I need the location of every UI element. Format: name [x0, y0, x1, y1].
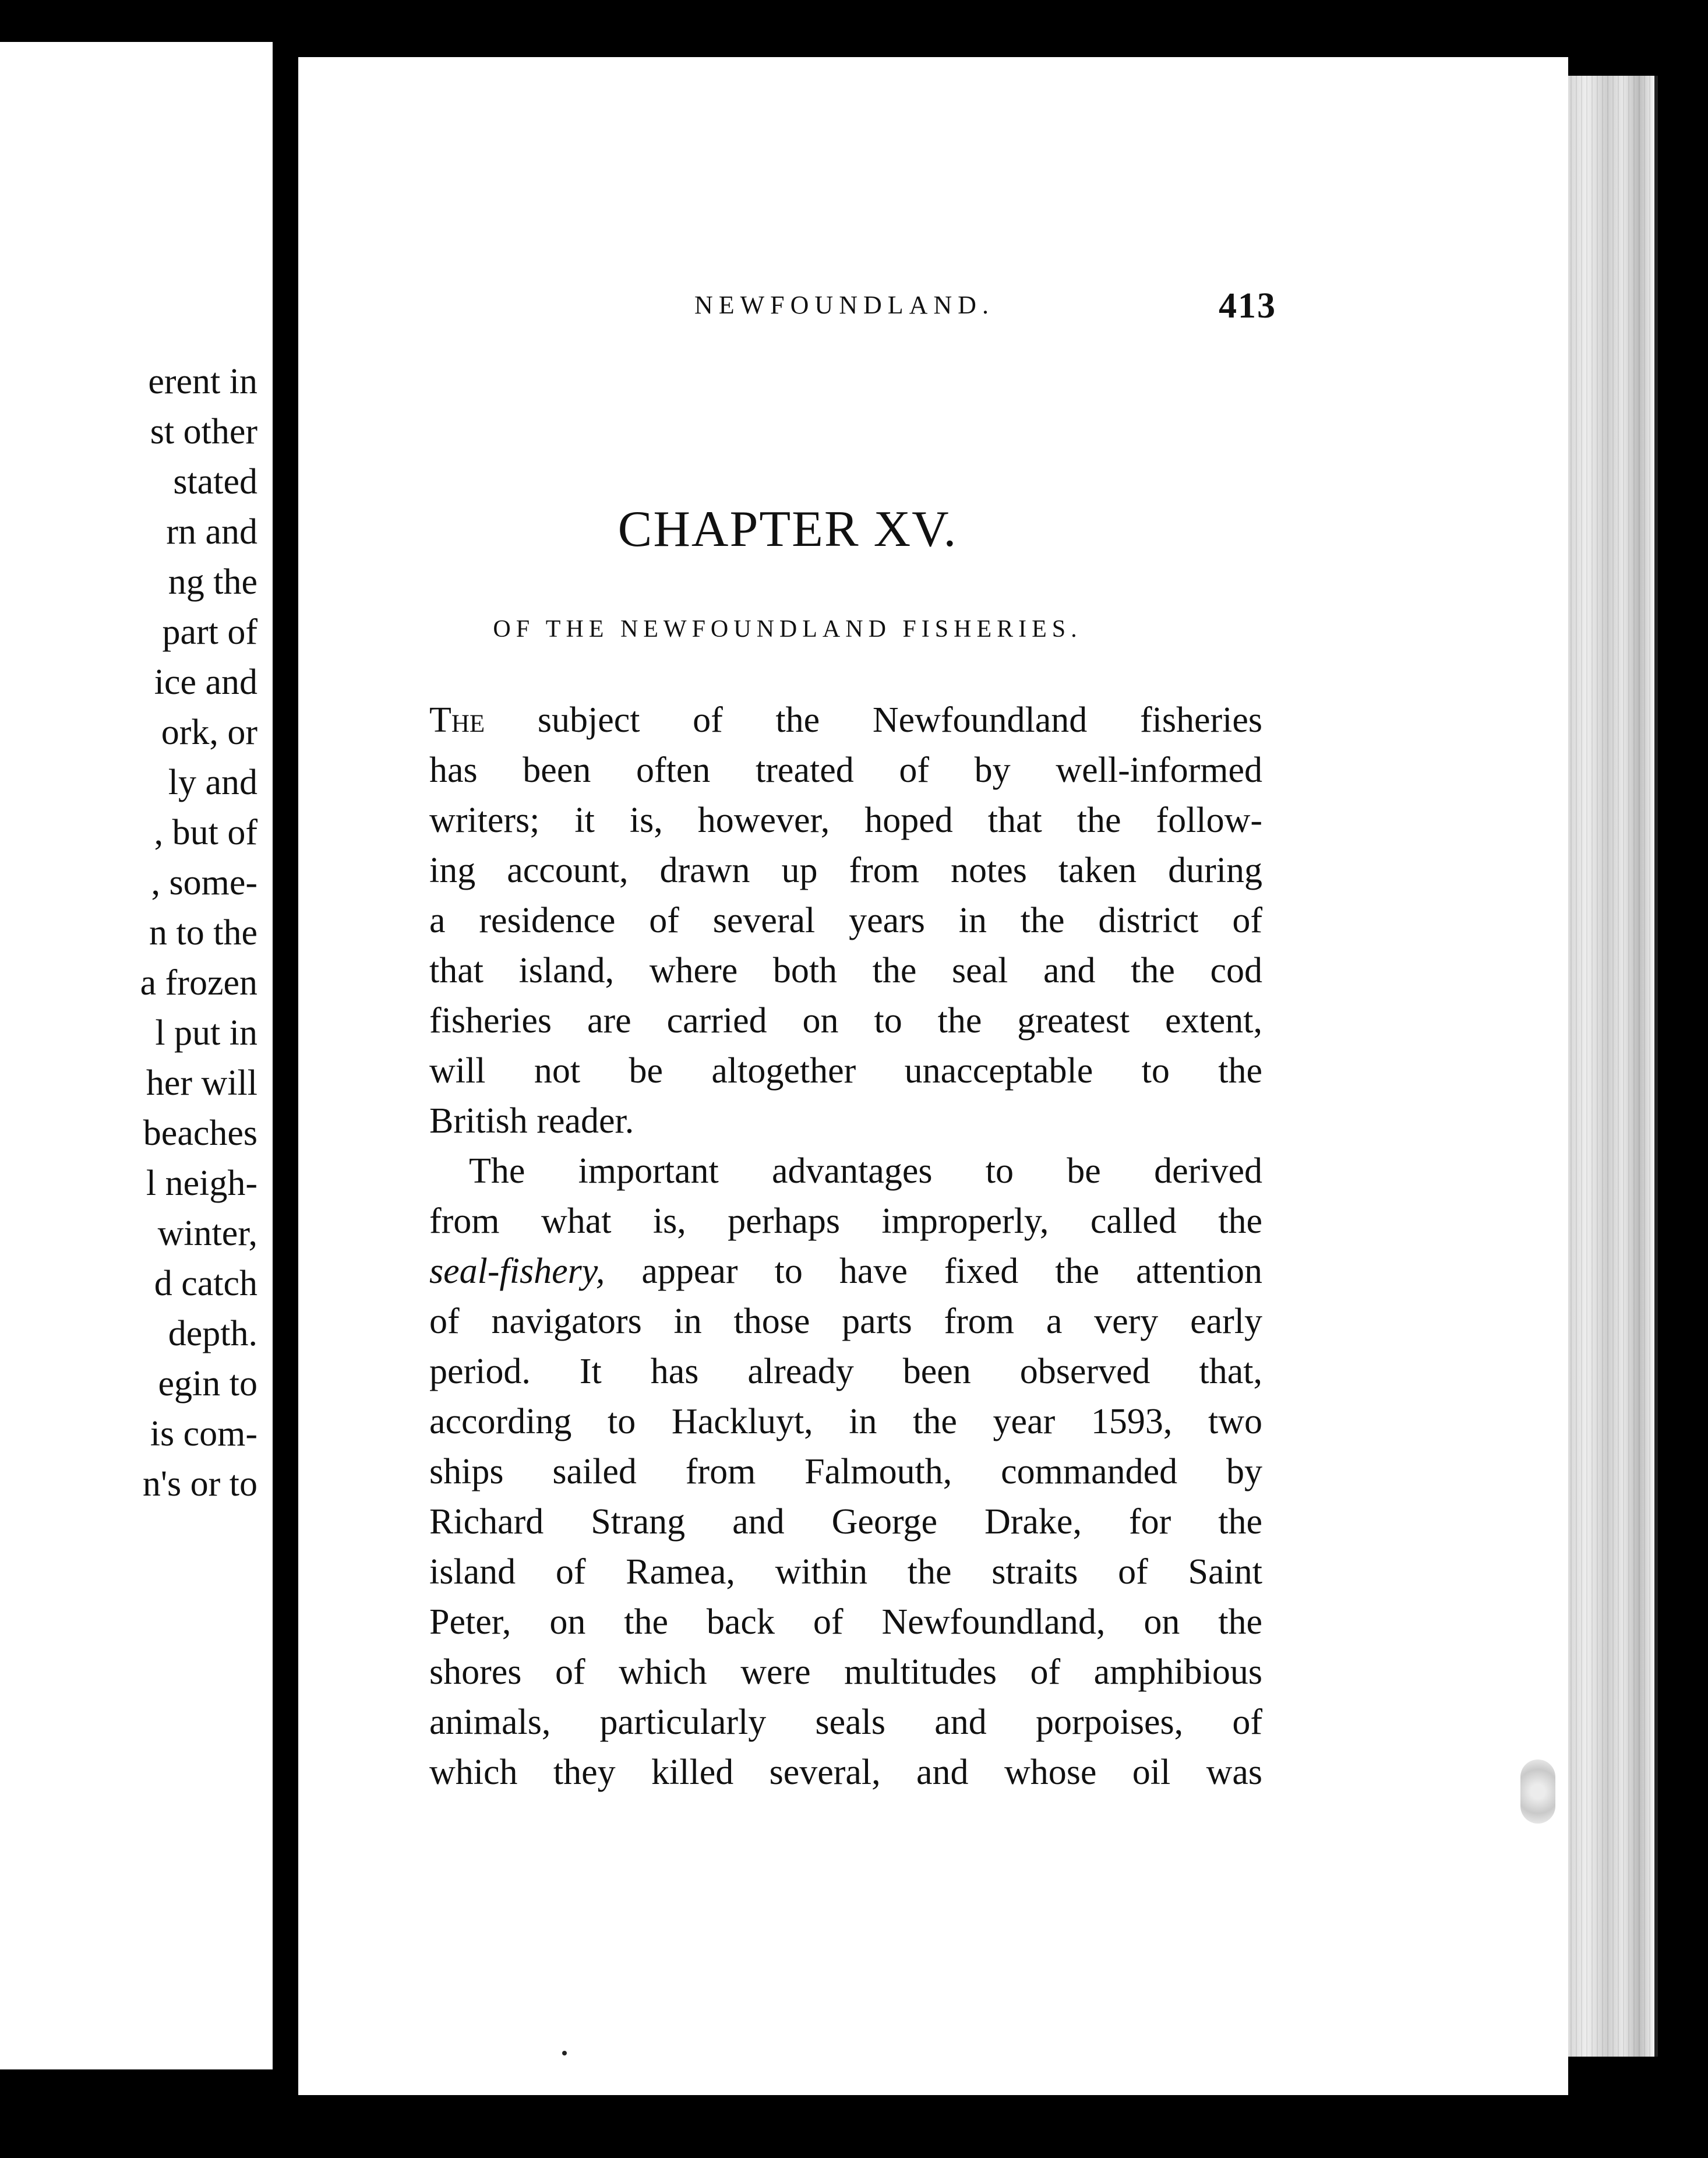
left-page-line: l neigh-	[146, 1163, 257, 1203]
left-page-line: her will	[146, 1063, 257, 1103]
left-page-line: ng the	[168, 562, 257, 602]
library-stamp-mark	[1520, 1759, 1555, 1824]
left-page-line: part of	[162, 612, 257, 652]
left-page-line: ice and	[154, 662, 257, 702]
text-line: which they killed several, and whose oil was	[429, 1753, 1262, 1792]
right-page	[298, 57, 1568, 2095]
text-line: island of Ramea, within the straits of Saint	[429, 1552, 1262, 1592]
left-page-line: rn and	[166, 512, 257, 552]
left-page-line: l put in	[155, 1013, 257, 1053]
left-page-line: is com-	[150, 1414, 257, 1454]
text-line: British reader.	[429, 1101, 634, 1141]
text-line: seal-fishery, appear to have fixed the attention	[429, 1251, 1263, 1291]
left-page-line: n to the	[149, 913, 257, 953]
left-page-line: d catch	[154, 1264, 257, 1303]
running-head: NEWFOUNDLAND.	[694, 291, 994, 319]
text-line: from what is, perhaps improperly, called the	[429, 1201, 1262, 1241]
book-gutter	[273, 35, 297, 2086]
text-line: ships sailed from Falmouth, commanded by	[429, 1452, 1262, 1491]
text-line: has been often treated of by well-informed	[429, 750, 1262, 790]
left-page-line: depth.	[168, 1314, 257, 1353]
left-page-line: , but of	[154, 813, 257, 852]
ink-speck	[562, 2051, 567, 2055]
left-page-fragment	[0, 42, 273, 2069]
page-number: 413	[1219, 286, 1276, 326]
text-line: The important advantages to be derived	[469, 1151, 1262, 1191]
text-line: Peter, on the back of Newfoundland, on the	[429, 1602, 1262, 1642]
left-page-line: stated	[173, 462, 257, 502]
left-page-line: egin to	[158, 1364, 257, 1404]
text-line: of navigators in those parts from a very early	[429, 1302, 1262, 1341]
italic-term: seal-fishery,	[429, 1251, 605, 1291]
text-line: that island, where both the seal and the cod	[429, 951, 1262, 990]
text-line: according to Hackluyt, in the year 1593, two	[429, 1402, 1262, 1441]
left-page-line: winter,	[157, 1214, 257, 1253]
text-line: Richard Strang and George Drake, for the	[429, 1502, 1262, 1542]
text-line: writers; it is, however, hoped that the follow-	[429, 801, 1262, 840]
text-line: animals, particularly seals and porpoises, of	[429, 1702, 1262, 1742]
text-line: a residence of several years in the district of	[429, 901, 1262, 940]
chapter-subtitle: OF THE NEWFOUNDLAND FISHERIES.	[493, 616, 1082, 643]
text-line: ing account, drawn up from notes taken during	[429, 851, 1262, 890]
left-page-line: beaches	[143, 1113, 257, 1153]
text-line: will not be altogether unacceptable to the	[429, 1051, 1262, 1091]
text-line: fisheries are carried on to the greatest extent,	[429, 1001, 1262, 1041]
left-page-line: , some-	[151, 863, 257, 902]
text-line: shores of which were multitudes of amphibious	[429, 1652, 1262, 1692]
text-line: period. It has already been observed that,	[429, 1352, 1262, 1391]
left-page-line: erent in	[148, 362, 257, 401]
left-page-line: n's or to	[142, 1464, 257, 1504]
left-page-line: ork, or	[161, 713, 257, 752]
left-page-line: st other	[150, 412, 257, 452]
left-page-line: a frozen	[140, 963, 257, 1003]
chapter-title: CHAPTER XV.	[617, 501, 958, 558]
text-line: The subject of the Newfoundland fisheries	[429, 700, 1262, 740]
paragraph-lead-word: The	[429, 700, 485, 740]
left-page-line: ly and	[168, 763, 257, 802]
body-text	[429, 695, 1262, 1797]
